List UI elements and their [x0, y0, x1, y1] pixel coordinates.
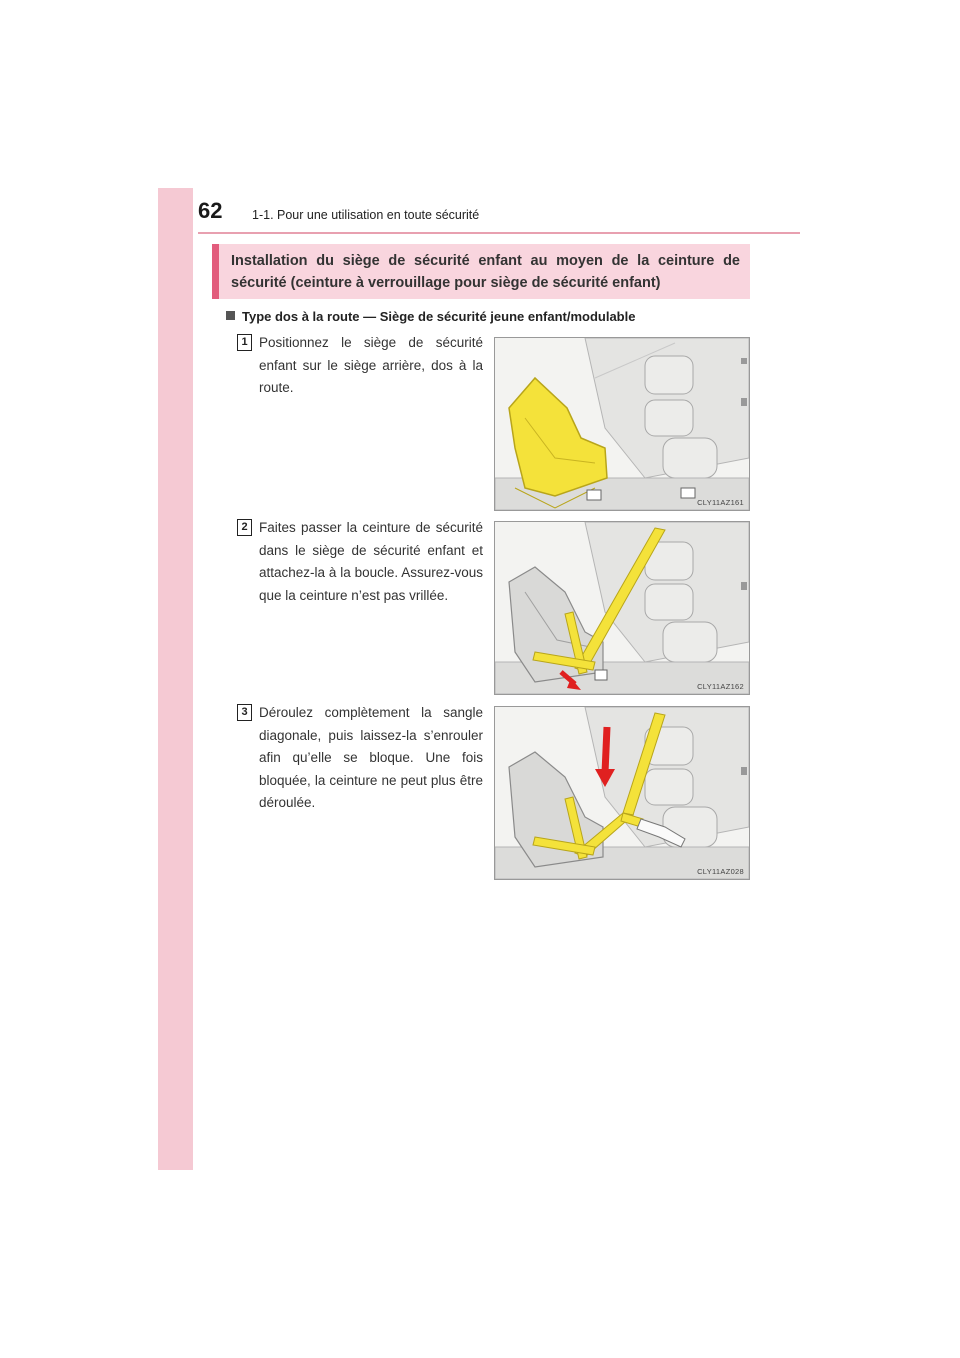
step-text-1: Positionnez le siège de sécurité enfant sur le siège arrière, dos à la route. [259, 335, 483, 395]
subheading [226, 309, 635, 324]
step-number-1: 1 [237, 334, 252, 351]
figure-step-2 [494, 521, 750, 695]
seat-illustration-1 [495, 338, 749, 510]
side-tab-band [158, 188, 193, 1170]
section-title: Installation du siège de sécurité enfant au moyen de la ceinture de sécurité (ceinture à verrouillage pour siège de sécurité enfant) [231, 253, 740, 291]
step-number-3: 3 [237, 704, 252, 721]
square-bullet-icon [226, 311, 235, 320]
figure-step-1 [494, 337, 750, 511]
figure-code-1: CLY11AZ161 [697, 498, 744, 507]
figure-code-2: CLY11AZ162 [697, 682, 744, 691]
seat-illustration-3 [495, 707, 749, 879]
section-heading-box [212, 244, 750, 299]
figure-step-3 [494, 706, 750, 880]
step-text-2: Faites passer la ceinture de sécurité dans le siège de sécurité enfant et attachez-la à la boucle. Assurez-vous que la ceinture n’est pas vrillée. [259, 520, 483, 603]
header-rule [198, 232, 800, 234]
page-number: 62 [198, 198, 223, 223]
step-text-3: Déroulez complètement la sangle diagonale, puis laissez-la s’enrouler afin qu’elle se bloque. Une fois bloquée, la ceinture ne peut plus être déroulée. [259, 705, 483, 810]
seat-illustration-2 [495, 522, 749, 694]
figure-code-3: CLY11AZ028 [697, 867, 744, 876]
subheading-text: Type dos à la route — Siège de sécurité jeune enfant/modulable [242, 309, 636, 324]
step-number-2: 2 [237, 519, 252, 536]
chapter-title: 1-1. Pour une utilisation en toute sécurité [252, 208, 480, 222]
